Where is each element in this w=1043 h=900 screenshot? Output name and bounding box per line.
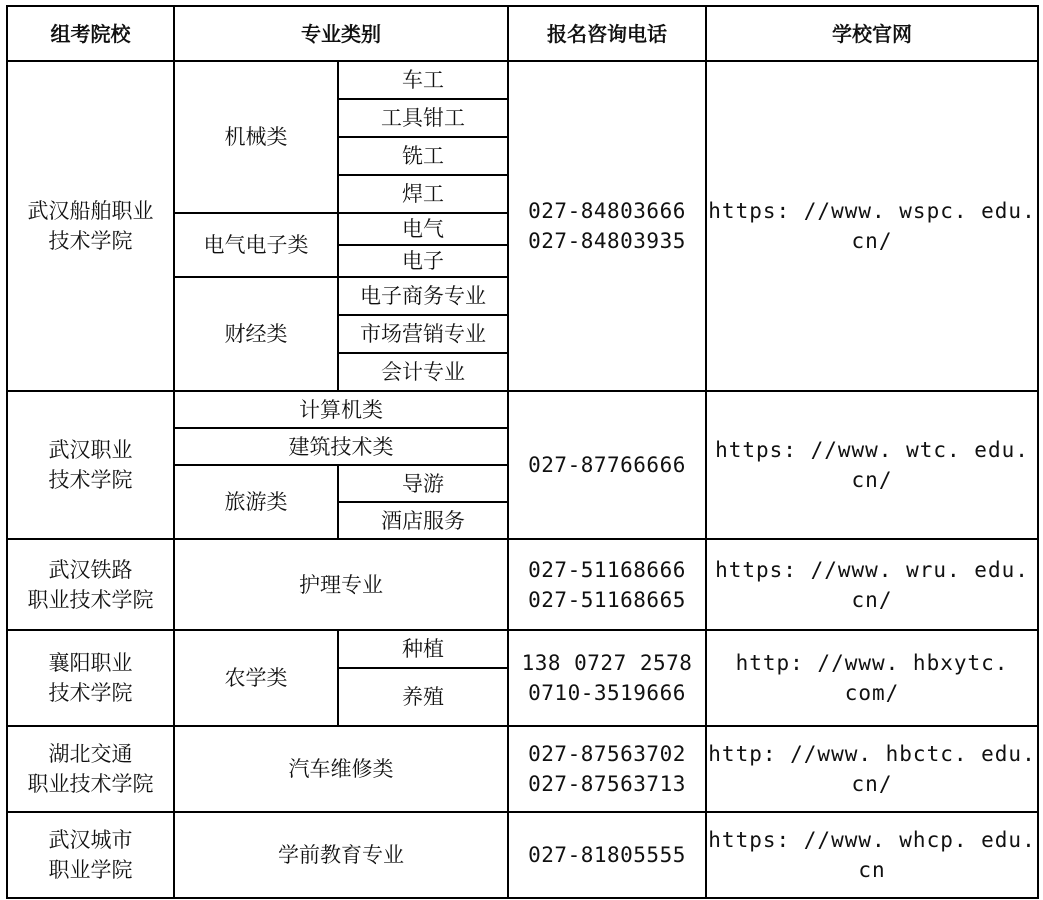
- category-item: 铣工: [338, 137, 508, 175]
- header-category: 专业类别: [174, 6, 508, 61]
- table-row: [7, 726, 1038, 812]
- category-item: 焊工: [338, 175, 508, 213]
- header-school: 组考院校: [7, 6, 174, 61]
- category-item: 市场营销专业: [338, 315, 508, 353]
- table-row: [7, 630, 1038, 668]
- school-name: 襄阳职业 技术学院: [7, 630, 174, 726]
- category-item: 计算机类: [174, 391, 508, 428]
- category-item: 电气: [338, 213, 508, 245]
- document-page: [6, 5, 1039, 899]
- school-website: http: //www. hbxytc. com/: [706, 630, 1038, 726]
- phone-numbers: 027-87766666: [508, 391, 706, 539]
- table-row: [7, 812, 1038, 898]
- school-website: http: //www. hbctc. edu. cn/: [706, 726, 1038, 812]
- category-item: 电子商务专业: [338, 277, 508, 315]
- category-item: 电子: [338, 245, 508, 277]
- category-group: 电气电子类: [174, 213, 338, 277]
- school-website: https: //www. wru. edu. cn/: [706, 539, 1038, 630]
- admissions-table: [6, 5, 1039, 899]
- category-item: 会计专业: [338, 353, 508, 391]
- category-item: 导游: [338, 465, 508, 502]
- table-row: [7, 61, 1038, 99]
- phone-numbers: 027-84803666 027-84803935: [508, 61, 706, 391]
- category-item: 种植: [338, 630, 508, 668]
- phone-numbers: 027-81805555: [508, 812, 706, 898]
- school-website: https: //www. wspc. edu. cn/: [706, 61, 1038, 391]
- category-group: 财经类: [174, 277, 338, 391]
- phone-numbers: 027-87563702 027-87563713: [508, 726, 706, 812]
- category-item: 养殖: [338, 668, 508, 726]
- phone-numbers: 138 0727 2578 0710-3519666: [508, 630, 706, 726]
- category-item: 车工: [338, 61, 508, 99]
- category-item: 工具钳工: [338, 99, 508, 137]
- school-website: https: //www. whcp. edu. cn: [706, 812, 1038, 898]
- category-item: 建筑技术类: [174, 428, 508, 465]
- category-group: 农学类: [174, 630, 338, 726]
- header-website: 学校官网: [706, 6, 1038, 61]
- table-row: [7, 391, 1038, 428]
- category-item: 酒店服务: [338, 502, 508, 539]
- table-row: [7, 539, 1038, 630]
- school-name: 武汉职业 技术学院: [7, 391, 174, 539]
- school-name: 武汉铁路 职业技术学院: [7, 539, 174, 630]
- header-phone: 报名咨询电话: [508, 6, 706, 61]
- school-name: 武汉船舶职业 技术学院: [7, 61, 174, 391]
- category-item: 学前教育专业: [174, 812, 508, 898]
- school-name: 武汉城市 职业学院: [7, 812, 174, 898]
- table-header-row: [7, 6, 1038, 61]
- school-website: https: //www. wtc. edu. cn/: [706, 391, 1038, 539]
- category-group: 机械类: [174, 61, 338, 213]
- category-item: 护理专业: [174, 539, 508, 630]
- category-item: 汽车维修类: [174, 726, 508, 812]
- category-group: 旅游类: [174, 465, 338, 539]
- school-name: 湖北交通 职业技术学院: [7, 726, 174, 812]
- phone-numbers: 027-51168666 027-51168665: [508, 539, 706, 630]
